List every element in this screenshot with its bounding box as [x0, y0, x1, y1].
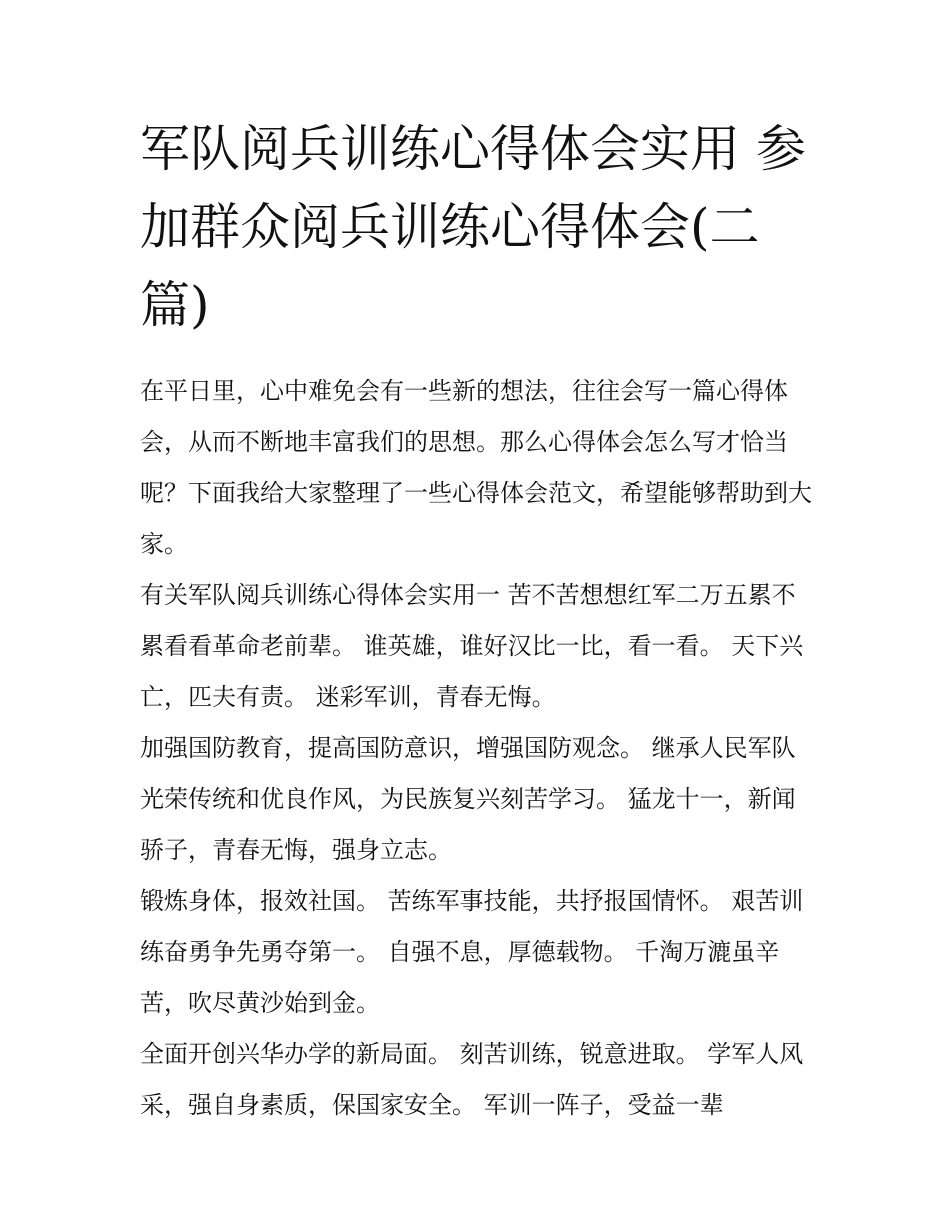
slogan-paragraph-4: 全面开创兴华办学的新局面。 刻苦训练，锐意进取。 学军人风采，强自身素质，保国家安全。 军训一阵子，受益一辈	[140, 1040, 804, 1119]
slogan-paragraph-2: 加强国防教育，提高国防意识，增强国防观念。 继承人民军队光荣传统和优良作风，为民族复兴刻苦学习。 猛龙十一，新闻骄子，青春无悔，强身立志。	[140, 734, 796, 864]
document-title: 军队阅兵训练心得体会实用 参加群众阅兵训练心得体会(二篇)	[140, 120, 806, 334]
slogan-paragraph-3: 锻炼身体，报效社国。 苦练军事技能，共抒报国情怀。 艰苦训练奋勇争先勇夺第一。 自强不息，厚德载物。 千淘万漉虽辛苦，吹尽黄沙始到金。	[140, 887, 804, 1017]
intro-paragraph: 在平日里，心中难免会有一些新的想法，往往会写一篇心得体会，从而不断地丰富我们的思想。那么心得体会怎么写才恰当呢？下面我给大家整理了一些心得体会范文，希望能够帮助到大家。	[140, 377, 812, 558]
slogan-paragraph-1: 有关军队阅兵训练心得体会实用一 苦不苦想想红军二万五累不累看看革命老前辈。 谁英雄，谁好汉比一比，看一看。 天下兴亡，匹夫有责。 迷彩军训，青春无悔。	[140, 581, 804, 711]
document-body	[140, 110, 812, 1131]
